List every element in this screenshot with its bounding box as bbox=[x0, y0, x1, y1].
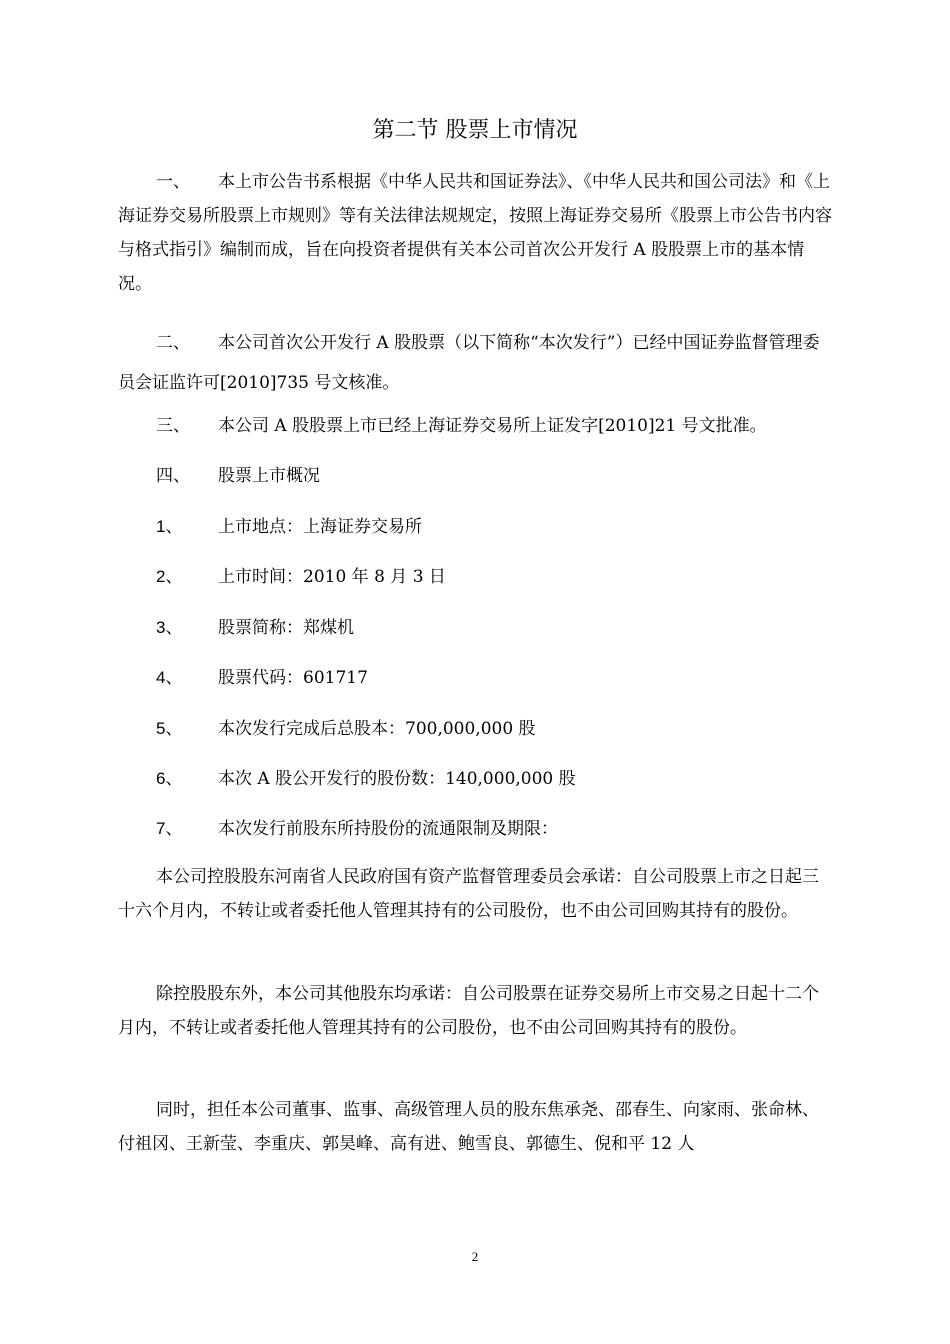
list-item-number: 3、 bbox=[156, 618, 183, 637]
section-title: 第二节 股票上市情况 bbox=[372, 118, 578, 143]
page-number: 2 bbox=[471, 1249, 479, 1264]
list-item-text: 股票代码：601717 bbox=[218, 668, 368, 688]
paragraph-directors: 同时，担任本公司董事、监事、高级管理人员的股东焦承尧、邵春生、向家雨、张命林、付祖冈、王新莹、李重庆、郭昊峰、高有进、鲍雪良、郭德生、倪和平 12 人 bbox=[118, 1100, 819, 1154]
paragraph-section-1 bbox=[118, 165, 832, 301]
list-item-7 bbox=[156, 812, 836, 846]
section-3-text: 本公司 A 股股票上市已经上海证券交易所上证发字[2010]21 号文批准。 bbox=[218, 416, 767, 436]
list-item-text: 上市时间：2010 年 8 月 3 日 bbox=[218, 567, 446, 587]
section-3-marker: 三、 bbox=[156, 416, 190, 436]
paragraph-section-3 bbox=[156, 409, 836, 443]
list-item-number: 6、 bbox=[156, 769, 183, 788]
list-item-3 bbox=[156, 611, 836, 645]
list-item-6 bbox=[156, 762, 836, 796]
paragraph-other-shareholders: 除控股股东外，本公司其他股东均承诺：自公司股票在证券交易所上市交易之日起十二个月内，不转让或者委托他人管理其持有的公司股份，也不由公司回购其持有的股份。 bbox=[118, 984, 819, 1038]
list-item-text: 本次 A 股公开发行的股份数：140,000,000 股 bbox=[218, 769, 576, 789]
list-item-number: 2、 bbox=[156, 567, 183, 586]
list-item-number: 4、 bbox=[156, 668, 183, 687]
list-item-2 bbox=[156, 560, 836, 594]
paragraph-controlling-shareholder: 本公司控股股东河南省人民政府国有资产监督管理委员会承诺：自公司股票上市之日起三十六个月内，不转让或者委托他人管理其持有的公司股份，也不由公司回购其持有的股份。 bbox=[118, 867, 819, 921]
list-item-4 bbox=[156, 661, 836, 695]
list-item-text: 本次发行前股东所持股份的流通限制及期限： bbox=[218, 819, 558, 839]
paragraph-section-2 bbox=[118, 323, 832, 403]
section-4-marker: 四、 bbox=[156, 466, 190, 486]
list-item-number: 1、 bbox=[156, 517, 183, 536]
list-item-text: 上市地点：上海证券交易所 bbox=[218, 517, 422, 537]
list-item-number: 7、 bbox=[156, 819, 183, 838]
list-item-1 bbox=[156, 510, 836, 544]
list-item-text: 股票简称：郑煤机 bbox=[218, 618, 354, 638]
section-4-text: 股票上市概况 bbox=[218, 466, 320, 486]
section-2-marker: 二、 bbox=[156, 333, 190, 353]
paragraph-section-4 bbox=[156, 459, 836, 493]
section-1-text: 本上市公告书系根据《中华人民共和国证券法》、《中华人民共和国公司法》和《上海证券交易所股票上市规则》等有关法律法规规定，按照上海证券交易所《股票上市公告书内容与格式指引》编制而成，旨在向投资者提供有关本公司首次公开发行 A 股股票上市的基本情况。 bbox=[118, 172, 832, 294]
section-2-text: 本公司首次公开发行 A 股股票（以下简称“本次发行”）已经中国证券监督管理委员会证监许可[2010]735 号文核准。 bbox=[118, 333, 820, 393]
list-item-5 bbox=[156, 712, 836, 746]
list-item-text: 本次发行完成后总股本：700,000,000 股 bbox=[218, 719, 536, 739]
section-1-marker: 一、 bbox=[156, 172, 190, 192]
list-item-number: 5、 bbox=[156, 719, 183, 738]
